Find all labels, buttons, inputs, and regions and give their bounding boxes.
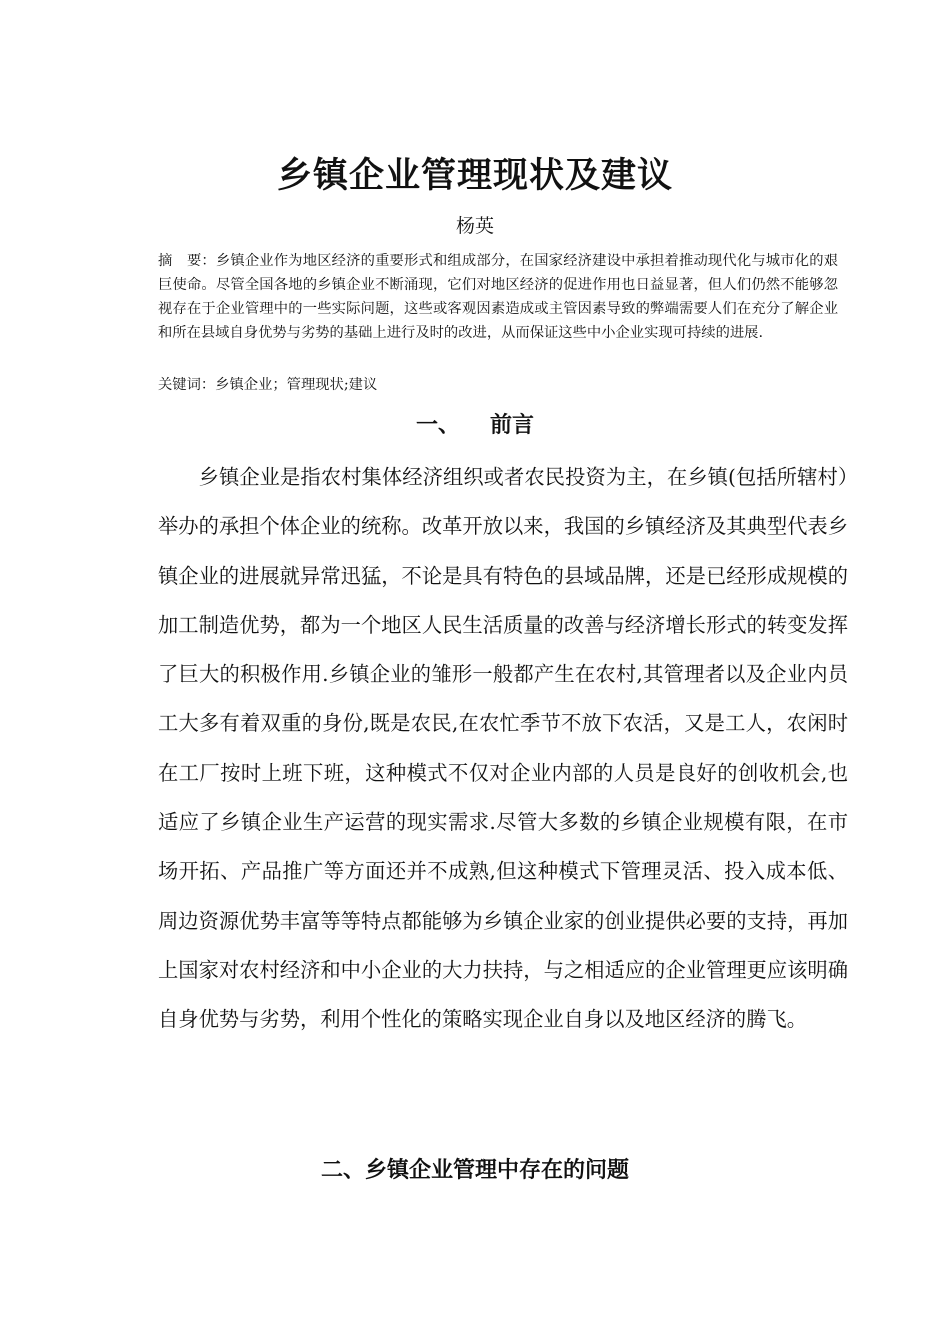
section-number: 一、 (415, 412, 460, 438)
document-title: 乡镇企业管理现状及建议 (276, 155, 673, 196)
body-paragraph: 乡镇企业是指农村集体经济组织或者农民投资为主，在乡镇(包括所辖村）举办的承担个体企业的统称。改革开放以来，我国的乡镇经济及其典型代表乡镇企业的进展就异常迅猛，不论是具有特色的县域品牌，还是已经形成规模的加工制造优势，都为一个地区人民生活质量的改善与经济增长形式的转变发挥了巨大的积极作用.乡镇企业的雏形一般都产生在农村,其管理者以及企业内员工大多有着双重的身份,既是农民,在农忙季节不放下农活，又是工人，农闲时在工厂按时上班下班，这种模式不仅对企业内部的人员是良好的创收机会,也适应了乡镇企业生产运营的现实需求.尽管大多数的乡镇企业规模有限，在市场开拓、产品推广等方面还并不成熟,但这种模式下管理灵活、投入成本低、周边资源优势丰富等等特点都能够为乡镇企业家的创业提供必要的支持，再加上国家对农村经济和中小企业的大力扶持，与之相适应的企业管理更应该明确自身优势与劣势，利用个性化的策略实现企业自身以及地区经济的腾飞。 (158, 465, 848, 1032)
section-heading-preface (0, 408, 950, 439)
section-heading-problems: 二、乡镇企业管理中存在的问题 (320, 1157, 629, 1183)
author-name: 杨英 (455, 215, 494, 237)
section-title: 前言 (490, 412, 535, 438)
keywords-line: 关键词：乡镇企业；管理现状;建议 (158, 377, 378, 393)
abstract-paragraph: 摘 要：乡镇企业作为地区经济的重要形式和组成部分，在国家经济建设中承担着推动现代化与城市化的艰巨使命。尽管全国各地的乡镇企业不断涌现，它们对地区经济的促进作用也日益显著，但人们仍然不能够忽视存在于企业管理中的一些实际问题，这些或客观因素造成或主管因素导致的弊端需要人们在充分了解企业和所在县域自身优势与劣势的基础上进行及时的改进，从而保证这些中小企业实现可持续的进展. (158, 253, 838, 341)
